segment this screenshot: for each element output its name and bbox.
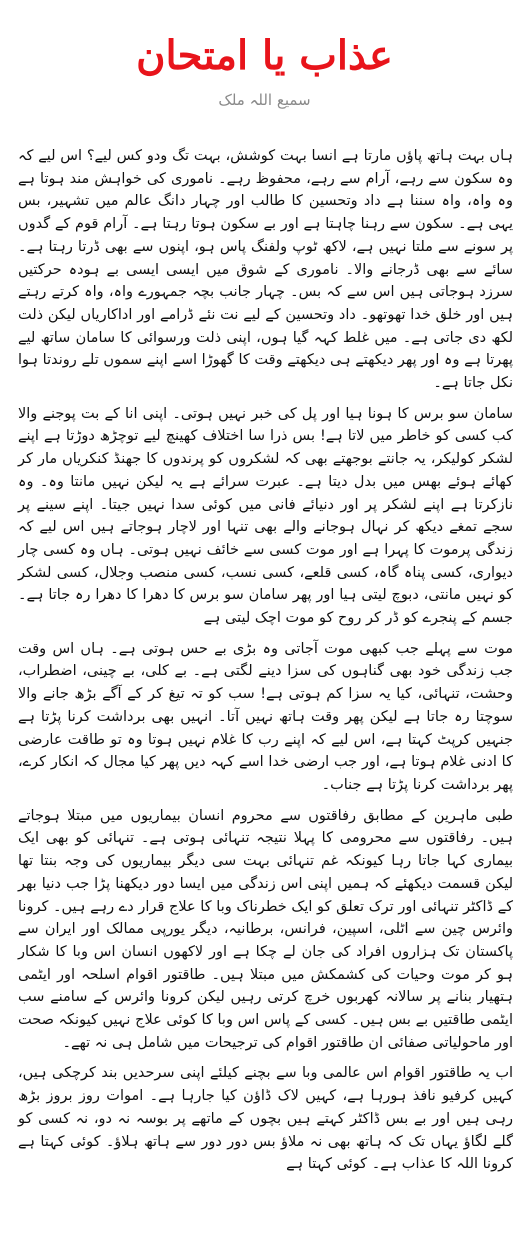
article-title: عذاب یا امتحان — [136, 32, 393, 79]
paragraph: ہاں بہت ہاتھ پاؤں مارتا ہے انسا بہت کوشش، بہت تگ ودو کس لیے؟ اس لیے کہ وہ سکون سے رہے، آرام سے رہے، محفوظ رہے۔ ناموری کی خواہش مند ہوتا ہے وہ واہ، واہ سننا ہے داد وتحسین کا طالب اور چہار دانگ عالم میں تشہیر، بس یہی ہے۔ سکون سے رہنا چاہتا ہے اور بے سکون ہوتا رہتا ہے۔ آرام قوم کے گدوں پر سونے سے ملتا نہیں ہے، لاکھ ٹوپ ولفنگ پاس ہو، اپنوں سے بھی ڈرتا رہتا ہے۔ سائے سے بھی ڈرجانے والا۔ ناموری کے شوق میں ایسی ایسی بے ہودہ حرکتیں سرزد ہوجاتی ہیں اس سے کہ بس۔ چہار جانب بچہ جمہورے واہ، واہ کرتے رہتے ہیں اور خلق خدا تھوتھو۔ داد وتحسین کے لیے نت نئے ڈرامے اور اداکاریاں لیکن ذلت لکھ دی جاتی ہے۔ میں غلط کہہ گیا ہوں، اپنی ذلت ورسوائی کا سامان ساتھ لیے پھرتا ہے وہ اور پھر دیکھتے ہی دیکھتے وقت کا گھوڑا اسے اپنے سموں تلے روندتا ہوا نکل جاتا ہے۔ — [18, 148, 513, 392]
author-name: سمیع اللہ ملک — [218, 91, 311, 109]
paragraph: سامان سو برس کا ہونا ہیا اور پل کی خبر نہیں ہوتی۔ اپنی انا کے بت پوجنے والا کب کسی کو خاطر میں لاتا ہے! بس ذرا سا اختلاف کھینچ لیے توچڑھ دوڑتا ہے اپنے لشکر کولیکر، یہ جانتے بوجھتے بھی کہ لشکروں کو پرندوں کا جھنڈ کنکریاں مار کر کھائے ہوئے بھس میں بدل دیتا ہے۔ عبرت سرائے ہے یہ لیکن نہیں مانتا وہ۔ وہ نازکرتا ہے اپنے لشکر پر اور دنیائے فانی میں کوئی سدا نہیں جیتا۔ اپنے سینے پر سجے تمغے دیکھ کر نہال ہوجانے والے بھی تنہا اور لاچار ہوجاتے ہیں اس لیے کہ زندگی پرموت کا پہرا ہے اور موت کسی سے خائف نہیں ہوتی۔ ہاں وہ کسی چار دیواری، کسی پناہ گاہ، کسی قلعے، کسی نسب، کسی منصب وجلال، کسی لشکر کو نہیں مانتی، دبوچ لیتی ہیا اور پھر سامان سو برس کا دھرا کا دھرا رہ جاتا ہے۔ جسم کے پنجرے کو ڈر کر روح کو موت اچک لیتی ہے — [18, 405, 513, 627]
article-body — [18, 145, 513, 1184]
paragraph: موت سے پہلے جب کبھی موت آجاتی وہ بڑی بے حس ہوتی ہے۔ ہاں اس وقت جب زندگی خود بھی گناہوں کی سزا دینے لگتی ہے۔ بے کلی، بے چینی، اضطراب، وحشت، تنہائی، کیا یہ سزا کم ہوتی ہے! سب کو تہ تیغ کر کے آگے بڑھ جانے والا سوچتا رہ جاتا ہے لیکن پھر وقت ہاتھ نہیں آتا۔ انہیں بھی برداشت کرنا پڑتا ہے جنہیں کرپٹ کہتا ہے، اس لیے کہ اپنے رب کا غلام نہیں ہوتا وہ تو طاقت عارضی کا ادنی غلام ہوتا ہے، اور جب ارضی خدا اسے کہہ دیں پھر کیا مجال کہ انکار کرے، پھر برداشت کرنا پڑتا ہے جناب۔ — [18, 640, 513, 793]
paragraph: طبی ماہرین کے مطابق رفاقتوں سے محروم انسان بیماریوں میں مبتلا ہوجاتے ہیں۔ رفاقتوں سے محرومی کا پہلا نتیجہ تنہائی ہوتی ہے۔ تنہائی کو بھی ایک بیماری کہا جاتا رہا کیونکہ غم تنہائی بہت سی دیگر بیماریوں کی وجہ بنتا تھا لیکن قسمت دیکھئے کہ ہمیں اپنی اس زندگی میں ایسا دور دیکھنا پڑا جب دنیا بھر کے ڈاکٹر تنہائی اور ترک تعلق کو ایک خطرناک وبا کا علاج قرار دے رہے ہیں۔ کرونا وائرس چین سے اٹلی، اسپین، فرانس، برطانیہ، دیگر یورپی ممالک اور ایران سے پاکستان تک ہزاروں افراد کی جان لے چکا ہے اور لاکھوں انسان اس وبا کا شکار ہو کر موت وحیات کی کشمکش میں مبتلا ہیں۔ طاقتور اقوام اسلحہ اور ایٹمی ہتھیار بنانے پر سالانہ کھربوں خرچ کرتی رہیں لیکن کرونا وائرس کے سامنے سب ایٹمی طاقتیں بے بس ہیں۔ کسی کے پاس اس وبا کا کوئی علاج نہیں کیونکہ صحت اور ماحولیاتی صفائی ان طاقتور اقوام کی ترجیحات میں شامل ہی نہ تھے۔ — [18, 807, 513, 1051]
paragraph: اب یہ طاقتور اقوام اس عالمی وبا سے بچنے کیلئے اپنی سرحدیں بند کرچکی ہیں، کہیں کرفیو نافذ ہورہا ہے، کہیں لاک ڈاؤن کیا جارہا ہے۔ اموات روز بروز بڑھ رہی ہیں اور بے بس ڈاکٹر کہتے ہیں بچوں کے ماتھے پر بوسہ نہ دو، نہ کسی کو گلے لگاؤ یہاں تک کہ ہاتھ بھی نہ ملاؤ بس دور دور سے ہاتھ ہلاؤ۔ کوئی کہتا ہے کرونا اللہ کا عذاب ہے۔ کوئی کہتا ہے — [18, 1065, 513, 1173]
